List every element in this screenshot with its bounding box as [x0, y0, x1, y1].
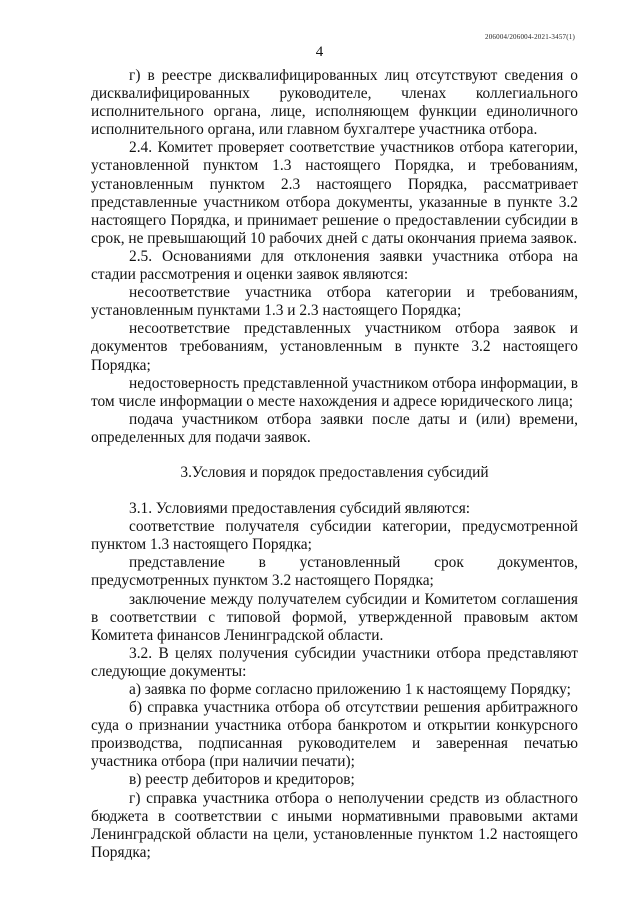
- document-id: 206004/206004-2021-3457(1): [485, 33, 575, 41]
- page-number: 4: [315, 44, 324, 60]
- paragraph: несоответствие представленных участником отбора заявок и документов требованиям, установленным в пункте 3.2 настоящего Порядка;: [91, 320, 578, 374]
- document-body: [91, 67, 578, 862]
- paragraph: а) заявка по форме согласно приложению 1 к настоящему Порядку;: [129, 681, 571, 698]
- paragraph: недостоверность представленной участником отбора информации, в том числе информации о месте нахождения и адресе юридического лица;: [91, 374, 578, 410]
- paragraph: несоответствие участника отбора категории и требованиям, установленным пунктами 1.3 и 2.3 настоящего Порядка;: [91, 284, 578, 320]
- paragraph: г) справка участника отбора о неполучении средств из областного бюджета в соответствии с иными нормативными правовыми актами Ленинградской области на цели, установленные пунктом 1.2 настоящего Порядка;: [91, 789, 578, 861]
- section-heading: 3.Условия и порядок предоставления субсидий: [180, 463, 489, 481]
- paragraph: 3.1. Условиями предоставления субсидий являются:: [129, 500, 471, 518]
- paragraph: 2.4. Комитет проверяет соответствие участников отбора категории, установленной пунктом 1.3 настоящего Порядка, и требованиям, установленным пунктом 2.3 настоящего Порядка, рассматривает представленные участником отбора документы, указанные в пункте 3.2 настоящего Порядка, и принимает решение о предоставлении субсидии в срок, не превышающий 10 рабочих дней с даты окончания приема заявок.: [91, 139, 578, 247]
- paragraph: г) в реестре дисквалифицированных лиц отсутствуют сведения о дисквалифицированных руководителе, членах коллегиального исполнительного органа, лице, исполняющем функции единоличного исполнительного органа, или главном бухгалтере участника отбора.: [91, 67, 578, 139]
- paragraph: представление в установленный срок документов, предусмотренных пунктом 3.2 настоящего Порядка;: [91, 554, 578, 590]
- paragraph: подача участником отбора заявки после даты и (или) времени, определенных для подачи заявок.: [91, 410, 578, 446]
- paragraph: в) реестр дебиторов и кредиторов;: [129, 771, 355, 789]
- paragraph: 2.5. Основаниями для отклонения заявки участника отбора на стадии рассмотрения и оценки заявок являются:: [91, 247, 578, 284]
- paragraph: соответствие получателя субсидии категории, предусмотренной пунктом 1.3 настоящего Порядка;: [91, 518, 578, 554]
- paragraph: 3.2. В целях получения субсидии участники отбора представляют следующие документы:: [91, 644, 578, 680]
- paragraph: заключение между получателем субсидии и Комитетом соглашения в соответствии с типовой формой, утвержденной правовым актом Комитета финансов Ленинградской области.: [91, 590, 578, 644]
- paragraph: б) справка участника отбора об отсутствии решения арбитражного суда о признании участника отбора банкротом и открытии конкурсного производства, подписанная руководителем и заверенная печатью участника отбора (при наличии печати);: [91, 699, 578, 771]
